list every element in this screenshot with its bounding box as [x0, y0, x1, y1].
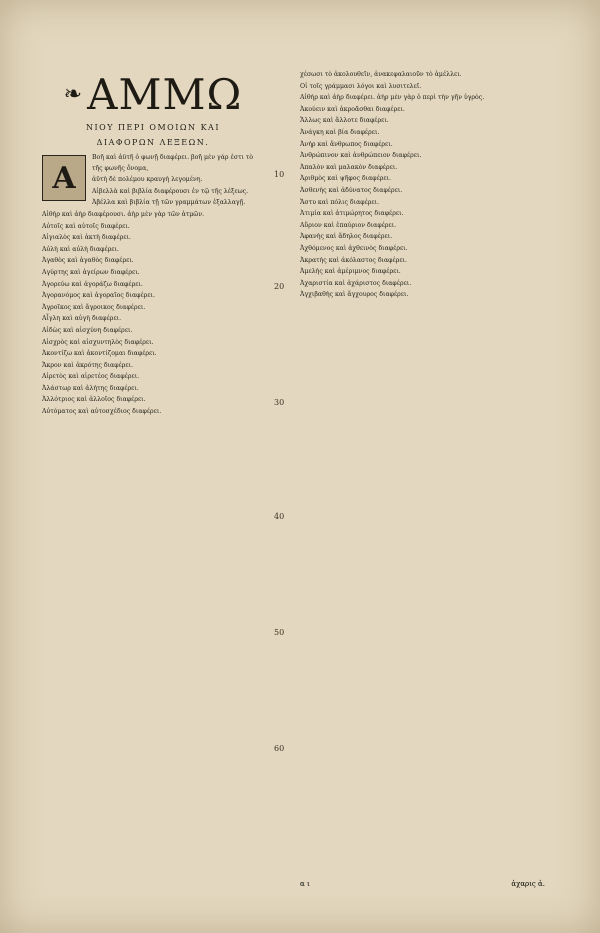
right-paragraph: Ἀτιμία καὶ ἀτιμώρητος διαφέρει. — [300, 210, 404, 218]
left-paragraph: Ἄκρον καὶ ἀκρότης διαφέρει. — [42, 361, 134, 369]
right-column — [300, 70, 545, 302]
page-footer — [300, 880, 545, 888]
right-paragraph: Οἱ τοῖς γράμμασι λόγοι καὶ λυσιτελεῖ. — [300, 82, 422, 90]
fleuron-icon: ❧ — [63, 82, 83, 107]
left-column — [42, 70, 264, 419]
right-paragraph: Ἄστυ καὶ πόλις διαφέρει. — [300, 198, 380, 206]
left-paragraph: Βοῆ καὶ ἀϋτῆ ὁ φωνῇ διαφέρει. βοῆ μὲν γάρ ἐστι τὸ τῆς φωνῆς ὄνομα, — [92, 154, 254, 172]
right-paragraph: Ἀριθμὸς καὶ ψῆφος διαφέρει. — [300, 175, 392, 183]
right-paragraph: Αὔριον καὶ ἐπαύριον διαφέρει. — [300, 221, 397, 229]
right-paragraph: χέσωσι τὸ ἀκολουθεῖν, ἀνακεφαλαιοῦν τὸ ἀμέλλει. — [300, 71, 462, 78]
right-paragraph: Ἀγχιβαθὴς καὶ ἄγχουρος διαφέρει. — [300, 291, 409, 299]
right-paragraph: Ἀφανὴς καὶ ἄδηλος διαφέρει. — [300, 233, 393, 241]
left-paragraph: Αὐτοῖς καὶ αὐτοῖς διαφέρει. — [42, 222, 130, 230]
left-paragraph: Αγύρτης καὶ ἀγείρων διαφέρει. — [42, 268, 140, 276]
left-paragraph: Αἰδὼς καὶ αἰσχύνη διαφέρει. — [42, 326, 133, 334]
right-paragraph: Ἀμελὴς καὶ ἀμέριμνος διαφέρει. — [300, 268, 401, 276]
line-number-40: 40 — [274, 512, 285, 521]
left-paragraph: Αἰθὴρ καὶ ἀὴρ διαφέρουσι. ἀὴρ μὲν γὰρ τῶν ἀτμῶν. — [42, 210, 205, 218]
page-title: ΑΜΜΩ — [87, 70, 243, 119]
title-block — [42, 70, 264, 119]
signature-mark: α ι — [300, 880, 310, 888]
line-number-30: 30 — [274, 398, 285, 407]
right-paragraph: Ἀπαλὸν καὶ μαλακὸν διαφέρει. — [300, 163, 398, 171]
line-number-10: 10 — [274, 170, 285, 179]
right-paragraph: Ἀνήρ καὶ ἄνθρωπος διαφέρει. — [300, 140, 393, 148]
left-paragraph: Αἰβελλὰ καὶ βιβλία διαφέρουσι ἐν τῷ τῆς λέξεως. — [92, 187, 249, 195]
right-paragraph: Ἀνθρώπινον καὶ ἀνθρώπειον διαφέρει. — [300, 152, 422, 160]
line-number-50: 50 — [274, 628, 285, 637]
left-paragraph: Αἱρετὸς καὶ αἱρετέος διαφέρει. — [42, 373, 140, 381]
right-paragraph: Αἰθὴρ καὶ ἀὴρ διαφέρει. ἀὴρ μὲν γὰρ ὁ περὶ τὴν γῆν ὑγρὸς. — [300, 94, 485, 102]
left-paragraph: ἀϋτὴ δὲ πολέμου κραυγὴ λεγομένη. — [92, 176, 203, 184]
right-paragraph: Ἀσθενὴς καὶ ἀδύνατος διαφέρει. — [300, 186, 403, 194]
left-paragraph: Ἀλάστωρ καὶ ἀλήτης διαφέρει. — [42, 384, 139, 392]
left-paragraph: Ἀβέλλα καὶ βιβλία τῇ τῶν γραμμάτων ἐξαλλαγῇ. — [92, 199, 246, 207]
left-paragraph: Ἀκοντίζω καὶ ἀκοντίζομαι διαφέρει. — [42, 350, 157, 358]
right-paragraph: Ἀνάγκη καὶ βία διαφέρει. — [300, 128, 380, 136]
left-paragraph: Αἰσχρὸς καὶ αἰσχυντηλὸς διαφέρει. — [42, 338, 154, 346]
line-number-20: 20 — [274, 282, 285, 291]
left-paragraph: Αἶγλη καὶ αὐγὴ διαφέρει. — [42, 315, 122, 323]
subtitle-line-1: ΝΙΟΥ ΠΕΡΙ ΟΜΟΙΩΝ ΚΑΙ — [85, 123, 220, 132]
left-paragraph: Ἀλλότριος καὶ ἀλλοῖος διαφέρει. — [42, 396, 146, 404]
left-paragraph: Ἀγαθὸς καὶ ἀγαθὸς διαφέρει. — [42, 257, 134, 265]
left-paragraph: Ἀγροῖκος καὶ ἄγροικος διαφέρει. — [42, 303, 146, 311]
subtitle-line-2: ΔΙΑΦΟΡΩΝ ΛΕΞΕΩΝ. — [96, 138, 210, 147]
left-paragraph: Αὐτόματος καὶ αὐτοσχέδιος διαφέρει. — [42, 408, 162, 416]
right-paragraph: Ἀκούειν καὶ ἀκροᾶσθαι διαφέρει. — [300, 105, 405, 113]
catchword: ἀχαρις ἀ. — [511, 880, 545, 888]
left-paragraph: Ἀγορανόμος καὶ ἀγοραῖος διαφέρει. — [42, 292, 155, 300]
right-paragraph: Ἀκρατὴς καὶ ἀκόλαστος διαφέρει. — [300, 256, 407, 264]
left-paragraph: Ἀγορεύω καὶ ἀγοράζω διαφέρει. — [42, 280, 143, 288]
left-paragraph: Αἰγιαλὸς καὶ ἀκτὴ διαφέρει. — [42, 234, 131, 242]
right-text — [300, 70, 545, 301]
decorated-initial: Α — [42, 155, 86, 201]
line-number-60: 60 — [274, 744, 285, 753]
right-paragraph: Ἀχθόμενος καὶ ἀχθεινὸς διαφέρει. — [300, 244, 408, 252]
right-paragraph: Ἄλλως καὶ ἄλλοτε διαφέρει. — [300, 117, 389, 125]
left-paragraph: Αὐλὴ καὶ αὐλὴ διαφέρει. — [42, 245, 119, 253]
right-paragraph: Ἀχαριστία καὶ ἀχάριστος διαφέρει. — [300, 279, 412, 287]
